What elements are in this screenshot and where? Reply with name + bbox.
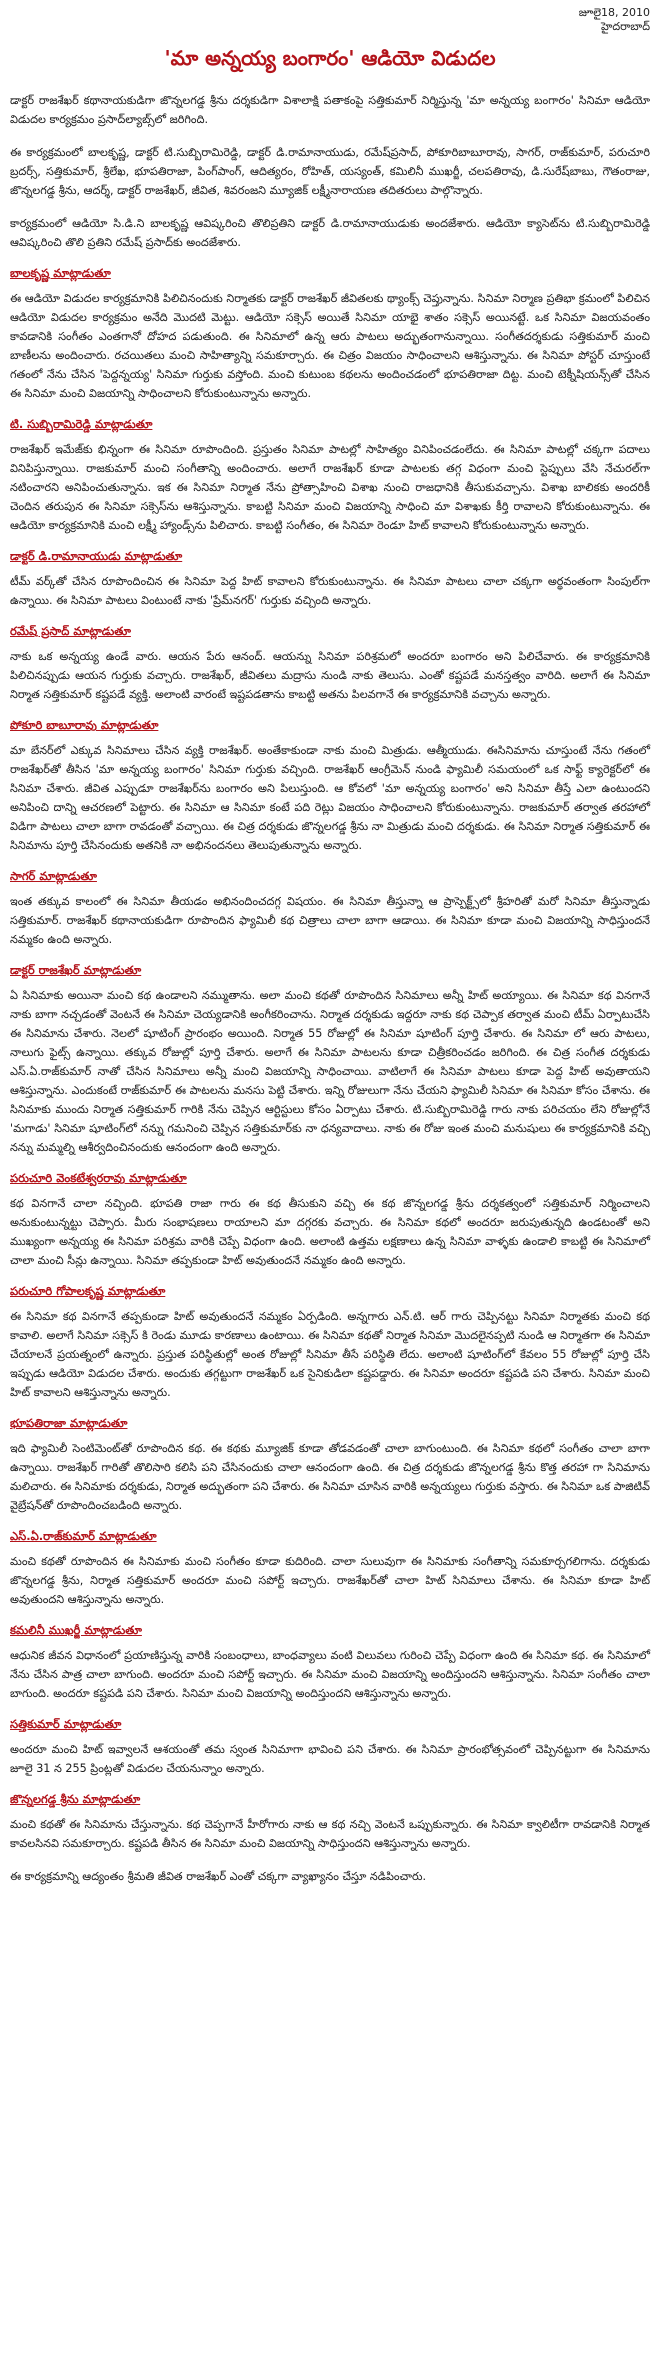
- speech-paragraph: మా బేనర్‌లో ఎక్కువ సినిమాలు చేసిన వ్యక్తి రాజశేఖర్. అంతేకాకుండా నాకు మంచి మిత్రుడు. ఆత్మీయుడు. ఈసినిమాను చూస్తుంటే నేను గతంలో రాజశేఖర్‌తో తీసిన 'మా అన్నయ్య బంగారం' సినిమా గుర్తుకు వచ్చింది. రాజశేఖర్ ఆంగ్రీమెన్ నుండి ఫ్యామిలీ సమయంలో ఒక సాఫ్ట్ క్యారెక్టర్‌లో ఈ సినిమా చేశారు. జీవిత ఎప్పుడూ రాజశేఖర్‌ను బంగారం అని పిలుస్తుంది. ఆ కోవలో 'మా అన్నయ్య బంగారం' అని సినిమా తీస్తే ఎలా ఉంటుందని అనిపించి దాన్ని ఆచరణలో పెట్టారు. ఈ సినిమా ఆ సినిమా కంటే పది రెట్లు విజయం సాధించాలని కోరుకుంటున్నాను. రాజకుమార్ తర్వాత తరహాలో విడిగా పాటలు చాలా బాగా రావడంతో వచ్చాయి. ఈ చిత్ర దర్శకుడు జొన్నలగడ్డ శ్రీను నా మిత్రుడు మంచి దర్శకుడు. ఈ సినిమా నిర్మాత సత్తికుమార్ ఈ సినిమాను పూర్తి చేసినందుకు అతనికి నా అభినందనలు తెలుపుతున్నాను అన్నారు.: [10, 744, 650, 852]
- speaker-heading: భూపతిరాజా మాట్లాడుతూ: [10, 1416, 128, 1430]
- speech-paragraph: ఈ సినిమా కథ వినగానే తప్పకుండా హిట్ అవుతుందనే నమ్మకం ఏర్పడింది. అన్నగారు ఎన్.టి. ఆర్ గారు చెప్పినట్టు సినిమా నిర్మాతకు మంచి కథ కావాలి. అలాగే సినిమా సక్సెస్ కి రెండు మూడు కారణాలు ఉంటాయి. ఈ సినిమా కథతో నిర్మాత సినిమా మొదలైనప్పటి నుండి ఆ నిర్మాతగా ఈ సినిమా చేయాలనే ప్రయత్నంలో ఉన్నారు. ప్రస్తుత పరిస్థితుల్లో అంత రోజుల్లో సినిమా తీసే పరిస్థితి లేదు. అలాంటి షూటింగ్‌లో కేవలం 55 రోజుల్లో పూర్తి చేసి ఇప్పుడు ఆడియో విడుదల చేశారు. అందుకు తగ్గట్టుగా రాజశేఖర్ ఒక సైనికుడిలా కష్టపడ్డారు. ఈ సినిమా అందరూ కష్టపడి పని చేశారు. సినిమా మంచి హిట్ కావాలని ఆశిస్తున్నాను అన్నారు.: [10, 1310, 650, 1399]
- speaker-heading: బాలకృష్ణ మాట్లాడుతూ: [10, 266, 111, 280]
- speaker-heading: డాక్టర్ రాజశేఖర్ మాట్లాడుతూ: [10, 963, 142, 977]
- speech-paragraph: నాకు ఒక అన్నయ్య ఉండే వారు. ఆయన పేరు ఆనంద్. ఆయన్ను సినిమా పరిశ్రమలో అందరూ బంగారం అని పిలిచేవారు. ఈ కార్యక్రమానికి పిలిచినప్పుడు ఆయన గుర్తుకు వచ్చారు. రాజశేఖర్, జీవితలు మద్రాసు నుండి నాకు తెలుసు. ఎంతో కష్టపడే మనస్తత్వం వారిది. అలాగే ఈ సినిమా నిర్మాత సత్తికుమార్ కష్టపడే వ్యక్తి. అలాంటి వారంటే ఇష్టపడతాను కాబట్టి అతను పిలవగానే ఈ కార్యక్రమానికి వచ్చాను అన్నారు.: [10, 650, 650, 701]
- speech-paragraph: ఏ సినిమాకు అయినా మంచి కథ ఉండాలని నమ్ముతాను. అలా మంచి కథతో రూపొందిన సినిమాలు అన్నీ హిట్ అయ్యాయి. ఈ సినిమా కథ వినగానే నాకు బాగా నచ్చడంతో వెంటనే ఈ సినిమా చెయ్యడానికి అంగీకరించాను. నిర్మాత దర్శకుడు ఇద్దరూ నాకు కథ చెప్పాక తర్వాత మంచి టీమ్ ఏర్పాటుచేసి ఈ సినిమాను చేశారు. నెలలో షూటింగ్ ప్రారంభం అయింది. నిర్మాత 55 రోజుల్లో ఈ సినిమా షూటింగ్ పూర్తి చేశారు. ఈ సినిమా లో ఆరు పాటలు, నాలుగు ఫైట్స్ ఉన్నాయి. తక్కువ రోజుల్లో పూర్తి చేశారు. అలాగే ఈ సినిమా పాటలను కూడా చిత్రీకరించడం జరిగింది. ఈ చిత్ర సంగీత దర్శకుడు ఎస్.ఏ.రాజ్‌కుమార్ నాతో చేసిన సినిమాలు అన్నీ మంచి విజయాన్ని సాధించాయి. వాటిలాగే ఈ సినిమా పాటలు కూడా పెద్ద హిట్ అవుతాయని ఆశిస్తున్నాను. ఎందుకంటే రాజ్‌కుమార్ ఈ పాటలను మనసు పెట్టి చేశారు. ఇన్ని రోజులుగా నేను చేయని ఫ్యామిలీ సినిమా ఈ సినిమా కోసం చేశాను. ఈ సినిమాకు ముందు నిర్మాత సత్తికుమార్ గారికి నేను చెప్పిన ఆర్టిస్టులు కోసం ఏర్పాటు చేశారు. టి.సుబ్బిరామిరెడ్డి గారు నాకు పరిచయం లేని రోజుల్లోనే 'మగాడు' సినిమా షూటింగ్‌లో నన్ను గమనించి చెప్పిన సత్తికుమార్‌కు నా ధన్యవాదాలు. నాకు ఈ రోజు ఇంత మంచి మనుషులు ఈ కార్యక్రమానికి వచ్చి నన్ను మమ్మల్ని ఆశీర్వదించినందుకు ఆనందంగా ఉంది అన్నారు.: [10, 989, 650, 1154]
- article-title: 'మా అన్నయ్య బంగారం' ఆడియో విడుదల: [164, 46, 496, 70]
- speaker-heading: పోకూరి బాబూరావు మాట్లాడుతూ: [10, 718, 159, 732]
- speaker-heading: సత్తికుమార్ మాట్లాడుతూ: [10, 1717, 122, 1731]
- speaker-heading: పరుచూరి వెంకటేశ్వరరావు మాట్లాడుతూ: [10, 1171, 187, 1185]
- speaker-heading: సాగర్ మాట్లాడుతూ: [10, 869, 97, 883]
- intro-paragraph: డాక్టర్ రాజశేఖర్ కథానాయకుడిగా జొన్నలగడ్డ శ్రీను దర్శకుడిగా విశాలాక్షి పతాకంపై సత్తికుమార్ నిర్మిస్తున్న 'మా అన్నయ్య బంగారం' సినిమా ఆడియో విడుదల కార్యక్రమం ప్రసాద్‌ల్యాబ్స్‌లో జరిగింది.: [10, 94, 650, 126]
- speaker-heading: జొన్నలగడ్డ శ్రీను మాట్లాడుతూ: [10, 1792, 141, 1806]
- speaker-heading: కమలినీ ముఖర్జీ మాట్లాడుతూ: [10, 1623, 142, 1637]
- speech-paragraph: అందరూ మంచి హిట్ ఇవ్వాలనే ఆశయంతో తమ స్వంత సినిమాగా భావించి పని చేశారు. ఈ సినిమా ప్రారంభోత్సవంలో చెప్పినట్టుగా ఈ సినిమాను జూలై 31 న 255 ప్రింట్లతో విడుదల చేయనున్నాం అన్నారు.: [10, 1743, 650, 1775]
- speech-paragraph: కథ వినగానే చాలా నచ్చింది. భూపతి రాజా గారు ఈ కథ తీసుకుని వచ్చి ఈ కథ జొన్నలగడ్డ శ్రీను దర్శకత్వంలో సత్తికుమార్ నిర్మించాలని అనుకుంటున్నట్టు చెప్పారు. మీరు సంభాషణలు రాయాలని మా దగ్గరకు వచ్చారు. ఈ సినిమా కథలో అందరూ జరుపుతున్నది ఉండటంతో అని ముఖ్యంగా అన్నయ్య ఈ సినిమా పరిశ్రమ వారికి చెప్పే విధంగా ఉంది. అలాంటి ఉత్తమ లక్షణాలు ఉన్న సినిమా వాళ్ళకు ఉండాలి కాబట్టి ఈ సినిమాలో చాలా మంచి సీన్లు ఉన్నాయి. సినిమా తప్పకుండా హిట్ అవుతుందనే నమ్మకం ఉంది అన్నారు.: [10, 1197, 650, 1267]
- speaker-heading: రమేష్ ప్రసాద్ మాట్లాడుతూ: [10, 624, 131, 638]
- intro-paragraph: ఈ కార్యక్రమంలో బాలకృష్ణ, డాక్టర్ టి.సుబ్బిరామిరెడ్డి, డాక్టర్ డి.రామానాయుడు, రమేష్‌ప్రసాద్, పోకూరిబాబూరావు, సాగర్, రాజ్‌కుమార్, పరుచూరి బ్రదర్స్, సత్తికుమార్, శ్రీలేఖ, భూపతిరాజా, పింగ్‌పాంగ్, ఆదిత్యరం, రోహిత్, యస్యంత్, కమిలినీ ముఖర్జీ, చలపతిరావు, డి.సురేష్‌బాబు, గౌతంరాజు, జొన్నలగడ్డ శ్రీను, ఆదర్శ్, డాక్టర్ రాజశేఖర్, జీవిత, శివరంజని మ్యూజిక్ లక్ష్మీనారాయణ తదితరులు పాల్గొన్నారు.: [10, 146, 650, 197]
- speech-paragraph: ఇంత తక్కువ కాలంలో ఈ సినిమా తీయడం అభినందించదగ్గ విషయం. ఈ సినిమా తీస్తున్నా ఆ ప్రాస్పెక్ట్స్‌లో శ్రీహరితో మరో సినిమా తీస్తున్నాడు సత్తికుమార్. రాజశేఖర్ కథానాయకుడిగా రూపొందిన ఫ్యామిలీ కథ చిత్రాలు చాలా బాగా ఆడాయి. ఈ సినిమా కూడా మంచి విజయాన్ని సాధిస్తుందనే నమ్మకం ఉంది అన్నారు.: [10, 895, 650, 946]
- speaker-heading: ఎస్.ఏ.రాజ్‌కుమార్ మాట్లాడుతూ: [10, 1529, 157, 1543]
- speaker-heading: టి. సుబ్బిరామిరెడ్డి మాట్లాడుతూ: [10, 417, 153, 431]
- speech-paragraph: మంచి కథతో రూపొందిన ఈ సినిమాకు మంచి సంగీతం కూడా కుదిరింది. చాలా సులువుగా ఈ సినిమాకు సంగీతాన్ని సమకూర్చగలిగాను. దర్శకుడు జొన్నలగడ్డ శ్రీను, నిర్మాత సత్తికుమార్ అందరూ మంచి సపోర్ట్ ఇచ్చారు. రాజశేఖర్‌తో చాలా హిట్ సినిమాలు చేశాను. ఈ సినిమా కూడా హిట్ అవుతుందని ఆశిస్తున్నాను అన్నారు.: [10, 1555, 650, 1606]
- speech-paragraph: మంచి కథతో ఈ సినిమాను చేస్తున్నాను. కథ చెప్పగానే హీరోగారు నాకు ఆ కథ నచ్చి వెంటనే ఒప్పుకున్నారు. ఈ సినిమా క్వాలిటీగా రావడానికి నిర్మాత కావలసినవి సమకూర్చారు. కష్టపడి తీసిన ఈ సినిమా మంచి విజయాన్ని సాధిస్తుందని ఆశిస్తున్నాను అన్నారు.: [10, 1818, 650, 1850]
- speech-paragraph: ఈ ఆడియో విడుదల కార్యక్రమానికి పిలిచినందుకు నిర్మాతకు డాక్టర్ రాజశేఖర్ జీవితలకు థ్యాంక్స్ చెప్తున్నాను. సినిమా నిర్మాణ ప్రతిభా క్రమంలో పిలిచిన ఆడియో విడుదల కార్యక్రమం అనేది మొదటి మెట్టు. ఆడియో సక్సెస్ అయితే సినిమా యాభై శాతం సక్సెస్ అయినట్టే. ఒక సినిమా విజయవంతం కావడానికి సంగీతం ఎంతగానో దోహద పడుతుంది. ఈ సినిమాలో ఉన్న ఆరు పాటలు అద్భుతంగానున్నాయి. సంగీతదర్శకుడు సత్తికుమార్ మంచి బాణీలను అందించారు. రచయితలు మంచి సాహిత్యాన్ని సమకూర్చారు. ఈ చిత్రం విజయం సాధించాలని ఆశిస్తున్నాను. ఈ సినిమా పోస్టర్ చూస్తుంటే గతంలో నేను చేసిన 'పెద్దన్నయ్య' సినిమా గుర్తుకు వస్తోంది. మంచి కుటుంబ కథలను అందించడంలో భూపతిరాజా దిట్ట. మంచి టెక్నీషియన్స్‌తో చేసిన ఈ సినిమా మంచి విజయాన్ని సాధించాలని కోరుకుంటున్నాను అన్నారు.: [10, 292, 650, 400]
- article-date: జూలై18, 2010: [578, 6, 650, 19]
- speaker-heading: పరుచూరి గోపాలకృష్ణ మాట్లాడుతూ: [10, 1284, 166, 1298]
- intro-paragraph: కార్యక్రమంలో ఆడియో సి.డి.ని బాలకృష్ణ ఆవిష్కరించి తొలిప్రతిని డాక్టర్ డి.రామానాయుడుకు అందజేశారు. ఆడియో క్యాసెట్‌ను టి.సుబ్బిరామిరెడ్డి ఆవిష్కరించి తొలి ప్రతిని రమేష్ ప్రసాద్‌కు అందజేశారు.: [10, 217, 650, 249]
- closing-paragraph: ఈ కార్యక్రమాన్ని ఆద్యంతం శ్రీమతి జీవిత రాజశేఖర్ ఎంతో చక్కగా వ్యాఖ్యానం చేస్తూ నడిపించారు.: [10, 1870, 427, 1883]
- speech-paragraph: రాజశేఖర్ ఇమేజ్‌కు భిన్నంగా ఈ సినిమా రూపొందింది. ప్రస్తుతం సినిమా పాటల్లో సాహిత్యం వినిపించడంలేదు. ఈ సినిమా పాటల్లో చక్కగా పదాలు వినిపిస్తున్నాయి. రాజకుమార్ మంచి సంగీతాన్ని అందించారు. అలాగే రాజశేఖర్ కూడా పాటలకు తగ్గ విధంగా మంచి స్టెప్పులు వేసి నేచురల్‌గా నటించారని అనిపించుతున్నాను. ఇక ఈ సినిమా నిర్మాత నేను ప్రోత్సాహించి విశాఖ నుంచి రాజధానికి తీసుకువచ్చాను. విశాఖ బాలికకు అందరికీ చెందిన తరుపున ఈ సినిమా సక్సెస్‌ను ఆశిస్తున్నాను. కాబట్టి సినిమా మంచి విజయాన్ని సాధించి మా విశాఖకు కీర్తి రావాలని కోరుకుంటున్నాను. ఈ ఆడియో కార్యక్రమానికి మంచి లక్ష్మీ హ్యాండ్స్‌ను పిలిచారు. కాబట్టి సంగీతం, ఈ సినిమా రెండూ హిట్ కావాలని కోరుకుంటున్నాను అన్నారు.: [10, 443, 650, 532]
- speech-paragraph: ఆధునిక జీవన విధానంలో ప్రయాణిస్తున్న వారికి సంబంధాలు, బాంధవ్యాలు వంటి విలువలు గురించి చెప్పే విధంగా ఉంది ఈ సినిమా కథ. ఈ సినిమాలో నేను చేసిన పాత్ర చాలా బాగుంది. అందరూ మంచి సపోర్ట్ ఇచ్చారు. ఈ సినిమా మంచి విజయాన్ని అందిస్తుందని ఆశిస్తున్నాను. సినిమా సంగీతం చాలా బాగుంది. అందరూ కష్టపడి పని చేశారు. సినిమా మంచి విజయాన్ని అందిస్తుందని ఆశిస్తున్నాను అన్నారు.: [10, 1649, 650, 1700]
- speech-paragraph: టీమ్ వర్క్‌తో చేసిన రూపొందించిన ఈ సినిమా పెద్ద హిట్ కావాలని కోరుకుంటున్నాను. ఈ సినిమా పాటలు చాలా చక్కగా అర్థవంతంగా సింపుల్‌గా ఉన్నాయి. ఈ సినిమా పాటలు వింటుంటే నాకు 'ప్రేమ్‌నగర్' గుర్తుకు వచ్చింది అన్నారు.: [10, 575, 650, 607]
- article-place: హైదరాబాద్: [601, 20, 650, 33]
- speech-paragraph: ఇది ఫ్యామిలీ సెంటిమెంట్‌తో రూపొందిన కథ. ఈ కథకు మ్యూజిక్ కూడా తోడవడంతో చాలా బాగుంటుంది. ఈ సినిమా కథలో సంగీతం చాలా బాగా ఉన్నాయి. రాజశేఖర్ గారితో తొలిసారి కలిసి పని చేసినందుకు చాలా ఆనందంగా ఉంది. ఈ చిత్ర దర్శకుడు జొన్నలగడ్డ శ్రీను కొత్త తరహా గా సినిమాను మలిచారు. ఈ సినిమాకు దర్శకుడు, నిర్మాత అద్భుతంగా పని చేశారు. ఈ సినిమా చూసిన వారికి అన్నయ్యలు గుర్తుకు వస్తారు. ఈ సినిమా ఒక పాజిటివ్ వైబ్రేషన్‌తో రూపొందించబడింది అన్నారు.: [10, 1442, 650, 1512]
- article: [8, 6, 652, 1900]
- speaker-heading: డాక్టర్ డి.రామానాయుడు మాట్లాడుతూ: [10, 549, 183, 563]
